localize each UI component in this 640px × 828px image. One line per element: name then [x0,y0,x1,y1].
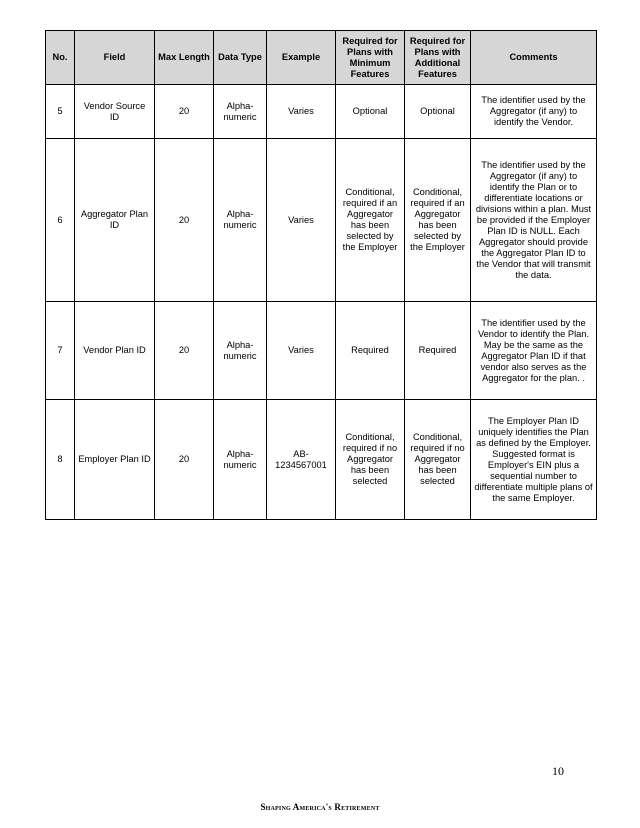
cell-required-minimum: Conditional, required if an Aggregator has been selected by the Employer [336,139,405,302]
header-max-length: Max Length [155,31,214,85]
cell-example: AB-1234567001 [267,400,336,520]
cell-comments: The Employer Plan ID uniquely identifies the Plan as defined by the Employer. Suggested format is Employer's EIN plus a sequential number to differentiate multiple plans of the same Employer. [471,400,597,520]
cell-max-length: 20 [155,139,214,302]
table-row [46,400,597,520]
header-data-type: Data Type [214,31,267,85]
cell-max-length: 20 [155,400,214,520]
cell-example: Varies [267,302,336,400]
cell-max-length: 20 [155,302,214,400]
cell-data-type: Alpha-numeric [214,139,267,302]
cell-required-additional: Conditional, required if an Aggregator has been selected by the Employer [405,139,471,302]
cell-required-minimum: Conditional, required if no Aggregator has been selected [336,400,405,520]
page-number: 10 [552,764,564,778]
cell-field: Vendor Source ID [75,85,155,139]
cell-max-length: 20 [155,85,214,139]
cell-required-additional: Optional [405,85,471,139]
cell-no: 8 [46,400,75,520]
data-fields-table [45,30,597,520]
header-no: No. [46,31,75,85]
table-row [46,302,597,400]
cell-example: Varies [267,85,336,139]
cell-data-type: Alpha-numeric [214,302,267,400]
header-field: Field [75,31,155,85]
table-row [46,85,597,139]
table-row [46,139,597,302]
header-comments: Comments [471,31,597,85]
cell-required-additional: Conditional, required if no Aggregator has been selected [405,400,471,520]
cell-field: Vendor Plan ID [75,302,155,400]
cell-no: 5 [46,85,75,139]
page-footer: Shaping America's Retirement [260,802,380,812]
cell-comments: The identifier used by the Aggregator (if any) to identify the Vendor. [471,85,597,139]
cell-required-minimum: Required [336,302,405,400]
header-example: Example [267,31,336,85]
cell-field: Employer Plan ID [75,400,155,520]
header-required-additional: Required for Plans with Additional Features [405,31,471,85]
cell-no: 6 [46,139,75,302]
cell-no: 7 [46,302,75,400]
table-header-row [46,31,597,85]
cell-data-type: Alpha-numeric [214,400,267,520]
cell-comments: The identifier used by the Aggregator (if any) to identify the Plan or to differentiate locations or divisions within a plan. Must be provided if the Employer Plan ID is NULL. Each Aggregator should provide the Aggregator Plan ID to the Vendor that will transmit the data. [471,139,597,302]
cell-comments: The identifier used by the Vendor to identify the Plan. May be the same as the Aggregator Plan ID if that vendor also serves as the Aggregator for the plan. . [471,302,597,400]
cell-required-additional: Required [405,302,471,400]
cell-field: Aggregator Plan ID [75,139,155,302]
cell-required-minimum: Optional [336,85,405,139]
header-required-minimum: Required for Plans with Minimum Features [336,31,405,85]
cell-data-type: Alpha-numeric [214,85,267,139]
cell-example: Varies [267,139,336,302]
